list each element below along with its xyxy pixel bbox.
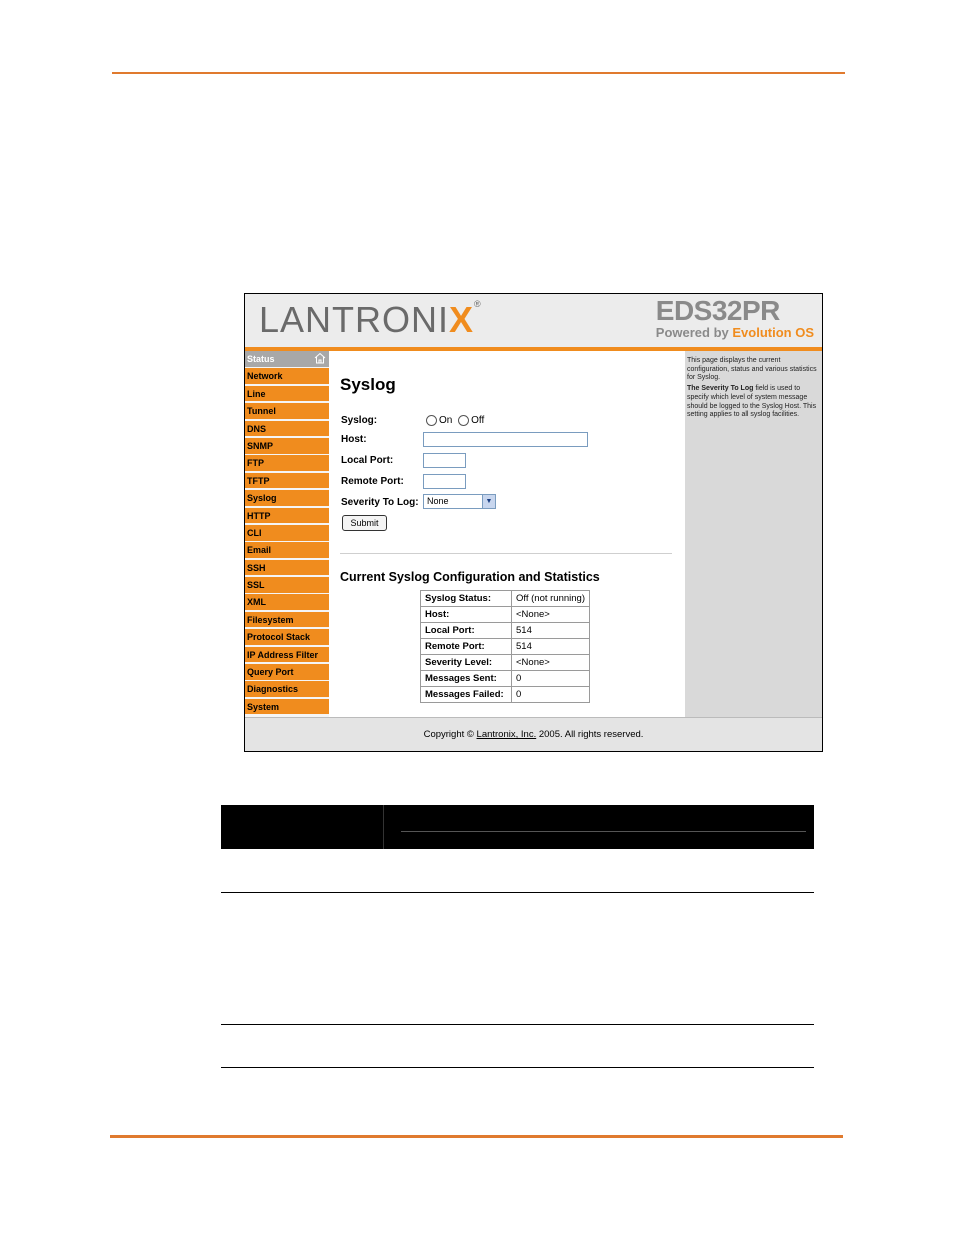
table-row [421,639,590,655]
stat-key: Local Port: [421,623,512,639]
stat-value: <None> [512,607,590,623]
home-icon[interactable] [314,352,326,364]
host-label: Host: [341,434,367,445]
table-row [421,591,590,607]
remote-port-input[interactable] [423,474,466,489]
sidebar-item-line[interactable]: Line [245,386,329,402]
sidebar-item-http[interactable]: HTTP [245,508,329,524]
stats-title: Current Syslog Configuration and Statistics [340,570,600,584]
severity-selected-value: None [427,496,449,506]
severity-label: Severity To Log: [341,497,419,508]
stat-key: Severity Level: [421,655,512,671]
sidebar-item-tunnel[interactable]: Tunnel [245,403,329,419]
table-row [421,671,590,687]
sidebar-item-ip-address-filter[interactable]: IP Address Filter [245,647,329,663]
logo-registered: ® [474,299,482,309]
table-row [421,607,590,623]
sidebar-item-label: Status [247,354,275,364]
help-panel [685,351,822,717]
stat-value: Off (not running) [512,591,590,607]
sidebar-item-cli[interactable]: CLI [245,525,329,541]
host-input[interactable] [423,432,588,447]
stats-table [420,590,590,703]
stat-value: 0 [512,687,590,703]
local-port-label: Local Port: [341,455,394,466]
help-text-2-bold: The Severity To Log [687,385,754,393]
sidebar-item-network[interactable]: Network [245,368,329,384]
header-banner [245,294,822,351]
stat-value: 0 [512,671,590,687]
doc-table-header-separator [383,805,384,849]
sidebar-item-ssh[interactable]: SSH [245,560,329,576]
stat-key: Host: [421,607,512,623]
table-row [421,623,590,639]
sidebar-item-query-port[interactable]: Query Port [245,664,329,680]
sidebar-item-diagnostics[interactable]: Diagnostics [245,681,329,697]
sidebar-item-ftp[interactable]: FTP [245,455,329,471]
logo-x: X [449,299,475,340]
stat-value: 514 [512,623,590,639]
section-divider [340,553,672,554]
syslog-label: Syslog: [341,415,378,426]
sidebar-item-filesystem[interactable]: Filesystem [245,612,329,628]
os-name: Evolution OS [732,325,814,340]
logo-text: LANTRONI [259,299,450,340]
off-label: Off [471,415,485,427]
lantronix-logo [259,299,482,341]
sidebar-item-tftp[interactable]: TFTP [245,473,329,489]
footer-prefix: Copyright © [423,729,477,740]
stat-key: Messages Sent: [421,671,512,687]
doc-table-header-underline [401,831,806,832]
footer [245,717,822,752]
chevron-down-icon[interactable]: ▼ [482,495,495,508]
page-bottom-rule [110,1135,843,1138]
page-title: Syslog [340,375,396,394]
product-model: EDS32PR [655,295,780,326]
sidebar-item-snmp[interactable]: SNMP [245,438,329,454]
sidebar-item-status[interactable] [245,351,329,367]
powered-by-text: Powered by [655,325,729,340]
screenshot-frame [244,293,823,752]
table-row [421,687,590,703]
sidebar-item-ssl[interactable]: SSL [245,577,329,593]
sidebar-item-syslog[interactable]: Syslog [245,490,329,506]
sidebar-item-email[interactable]: Email [245,542,329,558]
page-top-rule [112,72,845,74]
submit-button[interactable]: Submit [342,515,387,531]
stat-key: Remote Port: [421,639,512,655]
footer-suffix: 2005. All rights reserved. [536,729,644,740]
help-text-1: This page displays the current configuration, status and various statistics for Syslog. [687,357,817,382]
syslog-on-radio[interactable] [426,415,437,426]
help-text-2 [687,385,820,420]
company-link[interactable]: Lantronix, Inc. [476,729,537,740]
remote-port-label: Remote Port: [341,476,404,487]
stat-value: <None> [512,655,590,671]
syslog-radio-group [426,415,484,426]
stat-value: 514 [512,639,590,655]
sidebar-item-xml[interactable]: XML [245,594,329,610]
sidebar-item-dns[interactable]: DNS [245,421,329,437]
table-row [421,655,590,671]
doc-table-row-line [221,1024,814,1025]
doc-table-row-line [221,1067,814,1068]
product-brand [656,296,814,340]
doc-table-row-line [221,892,814,893]
stat-key: Messages Failed: [421,687,512,703]
powered-by-line [656,326,814,340]
stat-key: Syslog Status: [421,591,512,607]
sidebar-item-system[interactable]: System [245,699,329,715]
sidebar-item-protocol-stack[interactable]: Protocol Stack [245,629,329,645]
syslog-off-radio[interactable] [458,415,469,426]
sidebar [245,351,329,717]
help-text-2-rest: field is used to specify which level of system message should be logged to the Syslog Host. This setting applies to all syslog facilities. [687,385,817,419]
local-port-input[interactable] [423,453,466,468]
severity-select[interactable] [423,494,496,509]
main-content [329,351,685,717]
on-label: On [439,415,453,427]
doc-table-header [221,805,814,849]
